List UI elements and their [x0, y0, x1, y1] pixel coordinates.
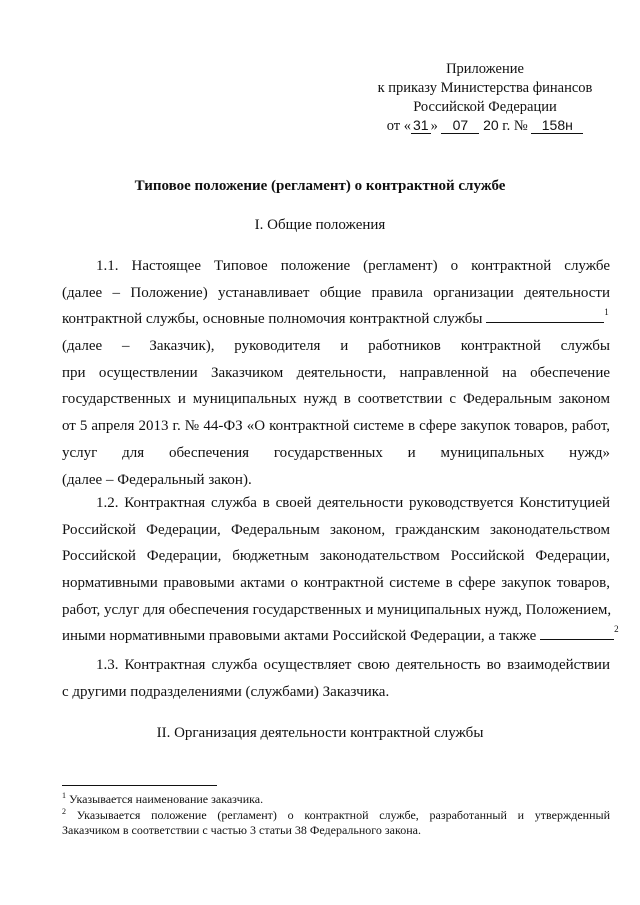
text-line: Российской Федерации, бюджетным законодательством Российской Федерации,	[62, 548, 610, 565]
text-line: государственных и муниципальных нужд в соответствии с Федеральным законом	[62, 391, 610, 408]
text-line: работ, услуг для обеспечения государственных и муниципальных нужд, Положением,	[62, 601, 612, 618]
text-line-with-blank: иными нормативными правовыми актами Российской Федерации, а также $^2$	[62, 624, 619, 645]
text-line: Российской Федерации, Федеральным законом, гражданским законодательством	[62, 521, 610, 538]
text-line: 1.2. Контрактная служба в своей деятельности руководствуется Конституцией	[96, 495, 610, 511]
date-month: 07	[441, 118, 479, 134]
document-title: Типовое положение (регламент) о контрактной службе	[134, 178, 506, 194]
footnote-2-cont: Заказчиком в соответствии с частью 3 статьи 38 Федерального закона.	[62, 823, 421, 837]
appendix-order-ref: к приказу Министерства финансов	[377, 80, 593, 96]
appendix-date-line	[360, 117, 610, 136]
footnote-ref-2: 2	[614, 624, 619, 635]
appendix-country: Российской Федерации	[413, 99, 557, 115]
text-line: (далее – Заказчик), руководителя и работников контрактной службы	[62, 338, 610, 355]
paragraph-1-3	[62, 652, 610, 705]
footnotes	[62, 792, 610, 839]
text-line: 1.3. Контрактная служба осуществляет свою деятельность во взаимодействии	[96, 657, 610, 673]
paragraph-1-2	[62, 490, 619, 650]
text-line: при осуществлении Заказчиком деятельности, направленной на обеспечение	[62, 364, 610, 381]
fill-in-blank	[486, 308, 604, 323]
text-line: (далее – Положение) устанавливает общие правила организации деятельности	[62, 284, 610, 301]
order-number: 158н	[531, 118, 583, 134]
text-line: нормативными правовыми актами о контрактной системе в сфере закупок товаров,	[62, 575, 610, 592]
paragraph-1-1	[62, 253, 610, 493]
footnote-ref-1: 1	[604, 307, 609, 318]
date-year: 20	[483, 117, 499, 133]
footnote-separator	[62, 785, 217, 786]
date-mid: »	[430, 118, 438, 134]
text-line: услуг для обеспечения государственных и муниципальных нужд»	[62, 444, 610, 461]
appendix-header	[360, 60, 610, 136]
text-line: от 5 апреля 2013 г. № 44-ФЗ «О контрактной системе в сфере закупок товаров, работ,	[62, 418, 610, 435]
text-line: с другими подразделениями (службами) Заказчика.	[62, 683, 390, 700]
date-prefix: от «	[386, 118, 411, 134]
fill-in-blank	[540, 625, 614, 640]
date-day: 31	[412, 117, 429, 133]
footnote-2: $^2$ Указывается положение (регламент) о контрактной службе, разработанный и утвержденный	[62, 806, 611, 822]
text-line: (далее – Федеральный закон).	[62, 471, 252, 488]
section-heading-1: I. Общие положения	[254, 217, 386, 233]
date-year-suffix: г. №	[502, 118, 528, 134]
text-line-with-blank: контрактной службы, основные полномочия контрактной службы $^1$	[62, 307, 609, 328]
text-line: 1.1. Настоящее Типовое положение (регламент) о контрактной службе	[96, 258, 610, 274]
appendix-label: Приложение	[446, 61, 524, 77]
section-heading-2: II. Организация деятельности контрактной службы	[156, 725, 484, 741]
footnote-1: $^1$ Указывается наименование заказчика.	[62, 791, 264, 806]
